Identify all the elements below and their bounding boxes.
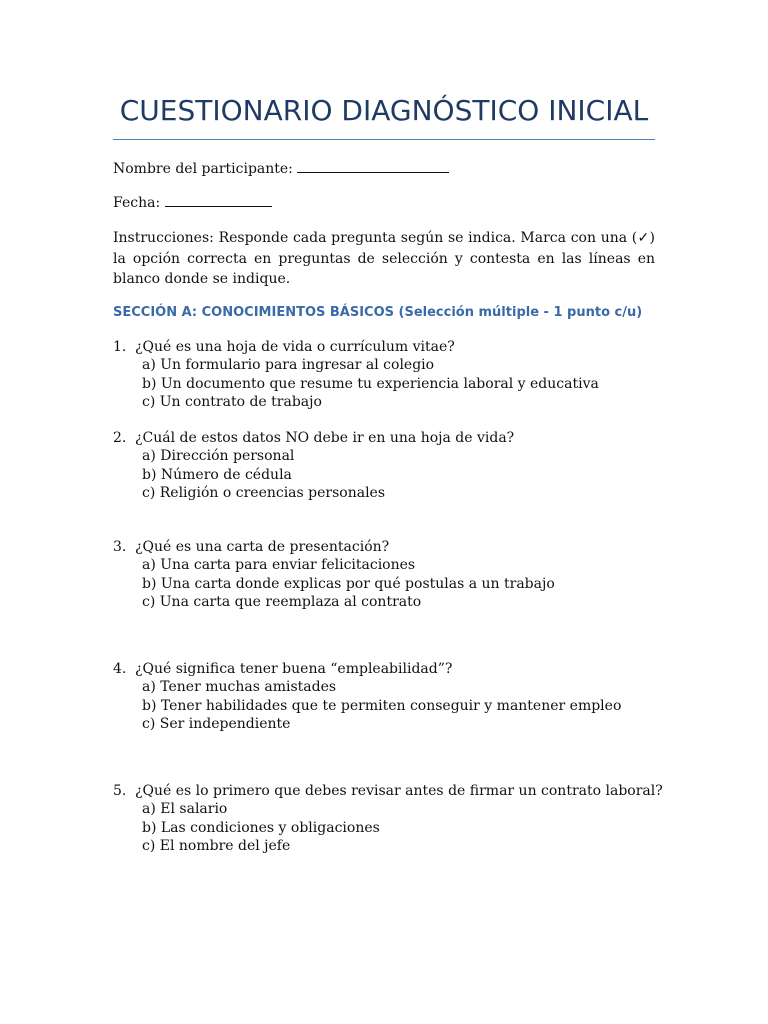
answer-option[interactable]: c) Una carta que reemplaza al contrato <box>142 593 422 610</box>
title-divider <box>113 139 655 140</box>
question-number: 2. <box>113 430 127 446</box>
question-1 <box>113 338 655 411</box>
document-page <box>113 0 663 1024</box>
document-title: CUESTIONARIO DIAGNÓSTICO INICIAL <box>119 94 649 127</box>
question-2 <box>113 429 655 502</box>
section-a-heading: SECCIÓN A: CONOCIMIENTOS BÁSICOS (Selección múltiple - 1 punto c/u) <box>113 305 643 320</box>
question-text: ¿Qué significa tener buena “empleabilidad”? <box>135 661 453 677</box>
question-text: ¿Qué es lo primero que debes revisar antes de firmar un contrato laboral? <box>135 783 663 799</box>
answer-option[interactable]: b) Las condiciones y obligaciones <box>142 819 380 836</box>
answer-option[interactable]: b) Una carta donde explicas por qué postulas a un trabajo <box>142 575 555 592</box>
answer-option[interactable]: a) Tener muchas amistades <box>142 679 337 696</box>
question-text: ¿Qué es una hoja de vida o currículum vitae? <box>135 339 455 355</box>
participant-name-row <box>113 159 449 179</box>
answer-option[interactable]: a) Dirección personal <box>142 448 295 465</box>
date-blank[interactable] <box>165 194 272 207</box>
answer-option[interactable]: b) Número de cédula <box>142 466 292 483</box>
question-number: 3. <box>113 539 127 555</box>
question-5 <box>113 782 663 855</box>
question-3 <box>113 538 655 611</box>
question-number: 4. <box>113 661 127 677</box>
participant-name-blank[interactable] <box>297 160 449 173</box>
answer-option[interactable]: b) Un documento que resume tu experiencia laboral y educativa <box>142 375 599 392</box>
answer-option[interactable]: a) Una carta para enviar felicitaciones <box>142 557 416 574</box>
question-text: ¿Cuál de estos datos NO debe ir en una hoja de vida? <box>135 430 515 446</box>
answer-option[interactable]: a) El salario <box>142 801 228 818</box>
answer-option[interactable]: b) Tener habilidades que te permiten conseguir y mantener empleo <box>142 697 622 714</box>
question-4 <box>113 660 655 733</box>
question-number: 5. <box>113 783 127 799</box>
answer-option[interactable]: c) Ser independiente <box>142 715 291 732</box>
question-number: 1. <box>113 339 127 355</box>
date-label: Fecha: <box>113 195 161 211</box>
participant-name-label: Nombre del participante: <box>113 161 293 177</box>
answer-option[interactable]: c) Religión o creencias personales <box>142 484 386 501</box>
answer-option[interactable]: a) Un formulario para ingresar al colegio <box>142 357 435 374</box>
answer-option[interactable]: c) El nombre del jefe <box>142 837 291 854</box>
date-row <box>113 193 272 213</box>
instructions-paragraph: Instrucciones: Responde cada pregunta según se indica. Marca con una (✓) la opción correcta en preguntas de selección y contesta en las líneas en blanco donde se indique. <box>113 230 655 287</box>
answer-option[interactable]: c) Un contrato de trabajo <box>142 393 322 410</box>
question-text: ¿Qué es una carta de presentación? <box>135 539 390 555</box>
